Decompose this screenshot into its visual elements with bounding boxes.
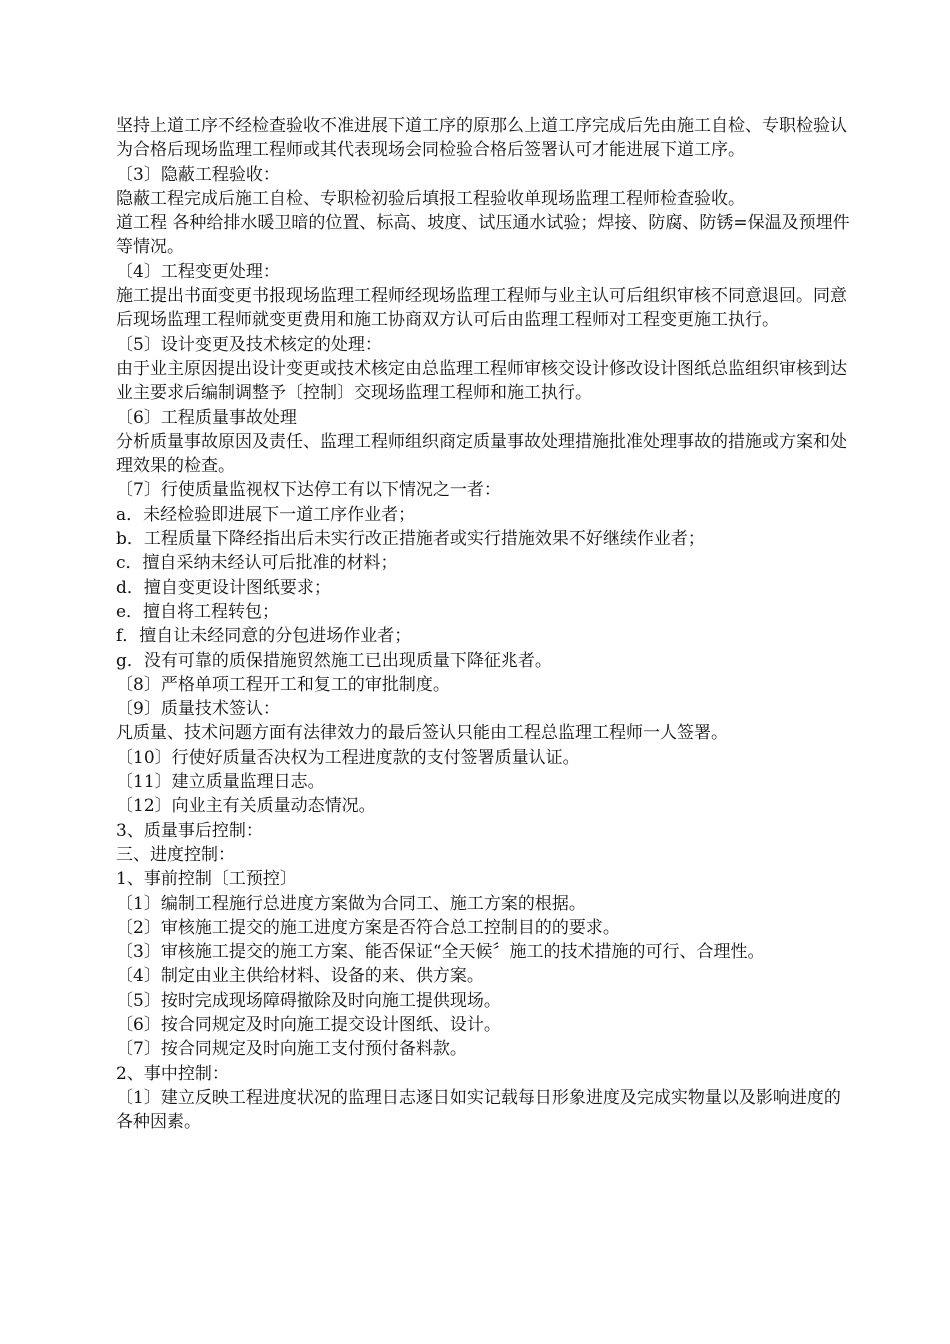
document-page (116, 114, 851, 1134)
paragraph-pipeline-items: 道工程 各种给排水暖卫暗的位置、标高、坡度、试压通水试验；焊接、防腐、防锈=保温及预埋件等情况。 (116, 213, 850, 258)
pre-control-item-1: 〔1〕编制工程施行总进度方案做为合同工、施工方案的根据。 (116, 893, 586, 914)
paragraph-sequential-inspection: 坚持上道工序不经检查验收不准进展下道工序的原那么上道工序完成后先由施工自检、专职检验认为合格后现场监理工程师或其代表现场会同检验合格后签署认可才能进展下道工序。 (116, 116, 847, 161)
pre-control-item-3: 〔3〕审核施工提交的施工方案、能否保证“全天候〞施工的技术措施的可行、合理性。 (116, 942, 765, 963)
in-process-control-item-1: 〔1〕建立反映工程进度状况的监理日志逐日如实记载每日形象进度及完成实物量以及影响进度的各种因素。 (116, 1087, 841, 1133)
heading-report-owner: 〔12〕向业主有关质量动态情况。 (116, 796, 376, 817)
list-item-c: c．擅自采纳未经认可后批准的材料； (116, 553, 398, 574)
list-item-b: b．工程质量下降经指出后未实行改正措施者或实行措施效果不好继续作业者； (116, 529, 705, 550)
heading-approval-system: 〔8〕严格单项工程开工和复工的审批制度。 (116, 674, 450, 695)
heading-concealed-works-acceptance: 〔3〕隐蔽工程验收： (116, 164, 280, 185)
list-item-a: a．未经检验即进展下一道工序作业者； (116, 504, 416, 525)
heading-stop-work-authority: 〔7〕行使质量监视权下达停工有以下情况之一者： (116, 480, 501, 501)
paragraph-quality-accident: 分析质量事故原因及责任、监理工程师组织商定质量事故处理措施批准处理事故的措施或方案和处理效果的检查。 (116, 431, 847, 477)
list-item-d: d．擅自变更设计图纸要求； (116, 577, 331, 598)
list-item-g: g．没有可靠的质保措施贸然施工已出现质量下降征兆者。 (116, 650, 552, 671)
pre-control-item-7: 〔7〕按合同规定及时向施工支付预付备料款。 (116, 1039, 467, 1060)
heading-quality-signoff: 〔9〕质量技术签认： (116, 699, 280, 720)
heading-design-change: 〔5〕设计变更及技术核定的处理： (116, 334, 382, 355)
heading-quality-log: 〔11〕建立质量监理日志。 (116, 772, 325, 793)
pre-control-item-6: 〔6〕按合同规定及时向施工提交设计图纸、设计。 (116, 1014, 501, 1035)
paragraph-design-change: 由于业主原因提出设计变更或技术核定由总监理工程师审核交设计修改设计图纸总监组织审核到达业主要求后编制调整予〔控制〕交现场监理工程师和施工执行。 (116, 358, 847, 404)
section-post-quality-control: 3、质量事后控制： (116, 820, 263, 841)
section-progress-control: 三、进度控制： (116, 844, 235, 865)
paragraph-concealed-works-procedure: 隐蔽工程完成后施工自检、专职检初验后填报工程验收单现场监理工程师检查验收。 (116, 188, 745, 209)
heading-quality-accident: 〔6〕工程质量事故处理 (116, 407, 297, 428)
paragraph-quality-signoff: 凡质量、技术问题方面有法律效力的最后签认只能由工程总监理工程师一人签署。 (116, 723, 728, 744)
list-item-e: e．擅自将工程转包； (116, 601, 280, 622)
subsection-in-process-control: 2、事中控制： (116, 1063, 229, 1084)
subsection-pre-control: 1、事前控制〔工预控〕 (116, 869, 297, 890)
pre-control-item-4: 〔4〕制定由业主供给材料、设备的来、供方案。 (116, 966, 484, 987)
paragraph-engineering-change: 施工提出书面变更书报现场监理工程师经现场监理工程师与业主认可后组织审核不同意退回。同意后现场监理工程师就变更费用和施工协商双方认可后由监理工程师对工程变更施工执行。 (116, 286, 847, 331)
pre-control-item-2: 〔2〕审核施工提交的施工进度方案是否符合总工控制目的的要求。 (116, 917, 620, 938)
pre-control-item-5: 〔5〕按时完成现场障碍撤除及时向施工提供现场。 (116, 990, 501, 1011)
heading-quality-veto: 〔10〕行使好质量否决权为工程进度款的支付签署质量认证。 (116, 747, 580, 768)
list-item-f: f．擅自让未经同意的分包进场作业者； (116, 626, 412, 647)
heading-engineering-change: 〔4〕工程变更处理： (116, 261, 280, 282)
